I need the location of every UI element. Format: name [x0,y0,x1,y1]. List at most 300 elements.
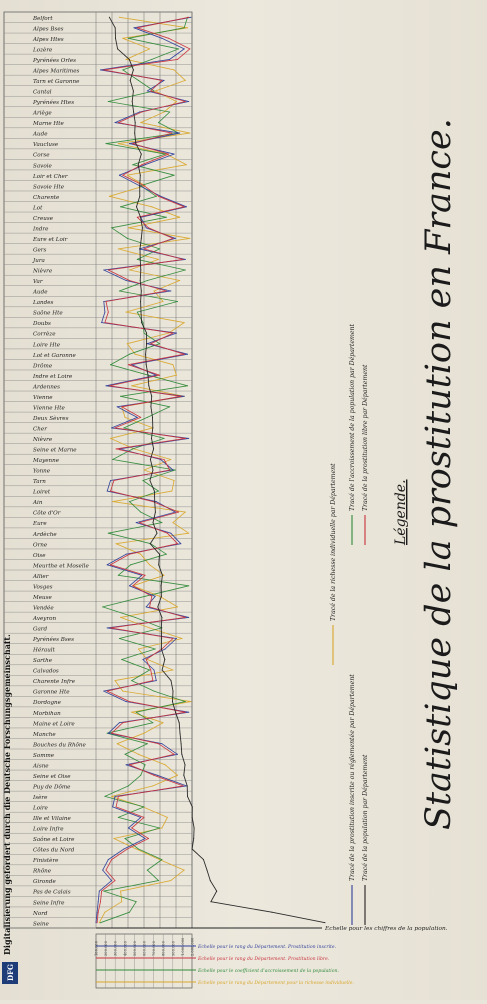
series-point [135,617,136,618]
series-point [158,564,159,565]
series-point [129,270,130,271]
series-point [164,438,165,439]
series-point [99,891,100,892]
series-point [120,206,121,207]
series-point [187,785,188,786]
series-point [175,712,176,713]
category-label: Alpes Maritimes [33,68,80,75]
series-point [127,343,128,344]
series-point [179,133,180,134]
series-point [138,754,139,755]
series-point [174,754,175,755]
series-point [184,322,185,323]
series-point [123,427,124,428]
series-point [127,238,128,239]
series-point [154,670,155,671]
series-point [169,59,170,60]
series-point [188,17,189,18]
series-point [106,385,107,386]
series-point [158,122,159,123]
series-point [164,575,165,576]
series-point [178,512,179,513]
series-point [136,849,137,850]
series-point [161,522,162,523]
series-point [101,322,102,323]
series-point [110,438,111,439]
series-point [188,712,189,713]
series-point [164,459,165,460]
series-point [135,122,136,123]
series-point [171,491,172,492]
series-point [161,828,162,829]
series-point [110,491,111,492]
category-label: Ardèche [33,531,57,538]
series-point [179,217,180,218]
category-label: Vaucluse [33,142,59,149]
series-point [144,806,145,807]
scale-caption: Echelle pour le rang du Département. Prostitution inscrite. [198,945,337,950]
series-point [139,522,140,523]
category-label: Côte d'Or [33,510,61,517]
series-point [106,301,107,302]
category-label: Allier [33,573,49,580]
series-point [151,59,152,60]
series-point [187,27,188,28]
category-label: Manche [33,731,56,738]
dfg-logo [2,962,18,984]
series-point [183,785,184,786]
series-point [140,270,141,271]
series-point [144,470,145,471]
series-point [189,238,190,239]
series-point [100,69,101,70]
series-point [115,427,116,428]
category-label: Hérault [33,647,55,654]
series-point [136,522,137,523]
series-point [110,480,111,481]
series-point [159,554,160,555]
series-point [126,59,127,60]
scale-caption: Echelle pour le coefficient d'accroissement de la population. [198,969,339,974]
series-point [110,364,111,365]
series-point [136,901,137,902]
series-point [158,196,159,197]
category-label: Finistère [33,858,59,865]
series-point [147,743,148,744]
series-point [119,17,120,18]
series-point [187,796,188,797]
series-point [169,406,170,407]
category-label: Vendée [33,605,54,612]
series-point [130,564,131,565]
series-point [132,143,133,144]
scale-caption: Echelle pour le rang du Département. Prostitution libre. [198,957,330,962]
category-label: Belfort [33,15,53,22]
series-point [181,754,182,755]
series-point [108,733,109,734]
category-label: Creuse [33,215,54,222]
series-point [164,659,165,660]
series-point [127,175,128,176]
series-point [149,480,150,481]
series-point [187,354,188,355]
series-point [133,91,134,92]
series-point [172,701,173,702]
series-point [189,48,190,49]
category-label: Lozère [33,47,53,54]
series-point [133,69,134,70]
category-label: Maine et Loire [33,721,75,728]
series-point [104,312,105,313]
series-point [119,291,120,292]
series-point [119,638,120,639]
series-point [113,838,114,839]
category-label: Seine et Oise [33,773,71,780]
series-point [207,870,208,871]
category-label: Vienne Hte [33,405,65,412]
series-point [133,112,134,113]
series-point [108,533,109,534]
series-point [325,922,326,923]
series-point [161,649,162,650]
series-point [186,164,187,165]
series-point [108,312,109,313]
series-point [170,459,171,460]
series-point [106,870,107,871]
series-point [170,291,171,292]
series-point [147,280,148,281]
series-point [129,585,130,586]
series-point [184,48,185,49]
series-point [136,712,137,713]
series-point [134,133,135,134]
series-point [99,922,100,923]
series-point [126,554,127,555]
series-point [177,301,178,302]
series-point [122,691,123,692]
series-point [173,470,174,471]
series-point [129,59,130,60]
series-point [109,17,110,18]
series-point [161,38,162,39]
series-point [146,333,147,334]
series-point [161,859,162,860]
series-point [163,722,164,723]
series-point [140,512,141,513]
series-point [140,175,141,176]
series-point [137,259,138,260]
series-point [122,175,123,176]
series-point [152,785,153,786]
series-point [180,543,181,544]
category-label: Corse [33,152,50,159]
series-point [145,838,146,839]
category-label: Savoie Hte [33,184,65,191]
category-label: Indre [33,226,49,233]
series-point [185,259,186,260]
category-label: Saône et Loire [33,837,75,844]
series-point [165,764,166,765]
scale-tick-label: 600.000 [142,941,147,956]
series-point [130,80,131,81]
series-point [129,764,130,765]
series-point [150,670,151,671]
series-point [140,301,141,302]
series-point [141,575,142,576]
series-point [193,838,194,839]
digitization-credit: Digitalisierung gefördert durch die Deutsche Forschungsgemeinschaft. [2,634,12,955]
series-point [159,828,160,829]
category-label: Pyrénées Orles [33,57,77,64]
category-label: Charente Infre [33,679,76,686]
series-point [173,670,174,671]
category-label: Oise [33,552,46,559]
series-point [183,775,184,776]
series-point [146,606,147,607]
category-label: Rhône [33,868,52,875]
series-point [167,817,168,818]
category-label: Gard [33,626,48,633]
series-point [121,406,122,407]
category-label: Cher [33,426,47,433]
series-point [175,238,176,239]
category-label: Savoie [33,163,52,170]
series-point [184,354,185,355]
series-point [123,849,124,850]
category-label: Cantal [33,89,52,96]
series-point [125,417,126,418]
series-point [190,701,191,702]
series-point [151,438,152,439]
series-point [98,912,99,913]
category-label: Seine et Marne [33,447,77,454]
series-point [153,448,154,449]
series-point [119,175,120,176]
category-label: Garonne Hte [33,689,70,696]
series-point [146,659,147,660]
series-point [132,164,133,165]
series-point [111,733,112,734]
series-point [122,69,123,70]
series-point [139,196,140,197]
series-point [142,322,143,323]
series-point [147,417,148,418]
series-point [98,901,99,902]
scale-tick-label: 100.000 [94,941,99,956]
series-point [138,849,139,850]
series-point [142,659,143,660]
series-point [161,638,162,639]
series-point [126,764,127,765]
category-label: Orne [33,542,48,549]
series-point [216,891,217,892]
series-point [111,227,112,228]
series-point [125,754,126,755]
series-point [152,417,153,418]
series-point [137,27,138,28]
series-point [169,112,170,113]
category-label: Sarthe [33,658,53,665]
series-point [168,154,169,155]
category-label: Gers [33,247,47,254]
series-point [146,343,147,344]
series-point [144,817,145,818]
category-label: Var [33,279,43,286]
series-point [174,154,175,155]
category-label: Alpes Htes [33,36,64,43]
category-label: Deux Sèvres [33,415,69,422]
category-label: Charente [33,194,60,201]
legend-label: Tracé de l'accroissement de la population par Département [349,323,356,511]
series-point [119,722,120,723]
series-point [104,912,105,913]
series-point [141,322,142,323]
series-point [171,680,172,681]
series-point [157,775,158,776]
category-label: Gironde [33,879,56,886]
scale-caption: Echelle pour le rang du Département pour la richesse individuelle. [198,981,354,986]
series-point [141,154,142,155]
series-point [157,533,158,534]
scale-tick-label: 400.000 [123,941,128,956]
series-point [108,859,109,860]
category-label: Seine [33,921,49,928]
series-point [152,501,153,502]
category-label: Seine Infre [33,900,65,907]
series-point [161,80,162,81]
series-point [127,849,128,850]
series-point [176,375,177,376]
series-point [128,364,129,365]
series-point [173,522,174,523]
series-point [112,806,113,807]
series-point [180,396,181,397]
series-point [137,217,138,218]
series-point [152,680,153,681]
series-point [109,385,110,386]
category-label: Mayenne [33,458,60,465]
series-point [141,312,142,313]
series-point [159,859,160,860]
scale-tick-label: 800.000 [161,941,166,956]
series-point [104,796,105,797]
series-point [154,691,155,692]
series-point [149,627,150,628]
category-label: Loire Infre [33,826,64,833]
series-point [155,649,156,650]
series-point [154,91,155,92]
series-point [103,270,104,271]
series-point [162,575,163,576]
series-point [165,649,166,650]
category-label: Calvados [33,668,59,675]
series-point [184,206,185,207]
series-point [173,333,174,334]
series-point [176,333,177,334]
series-point [185,712,186,713]
series-point [173,638,174,639]
category-label: Tarn et Garonne [33,79,80,86]
series-point [116,806,117,807]
series-point [184,870,185,871]
series-point [148,375,149,376]
series-point [138,164,139,165]
series-point [188,101,189,102]
series-point [150,543,151,544]
legend-label: Tracé de la richesse individuelle par Département [330,463,337,621]
series-point [154,501,155,502]
series-point [157,606,158,607]
series-point [169,470,170,471]
series-point [154,775,155,776]
series-point [118,817,119,818]
series-point [151,206,152,207]
series-point [210,880,211,881]
series-point [129,912,130,913]
series-point [185,701,186,702]
series-point [149,48,150,49]
series-point [158,880,159,881]
series-point [164,80,165,81]
series-point [135,143,136,144]
series-point [184,27,185,28]
series-point [117,406,118,407]
series-point [101,891,102,892]
series-point [186,206,187,207]
series-point [107,627,108,628]
series-point [167,533,168,534]
series-point [155,512,156,513]
category-label: Doubs [33,321,51,328]
series-point [159,343,160,344]
series-point [132,448,133,449]
series-point [132,101,133,102]
series-point [116,543,117,544]
category-label: Loir et Cher [33,173,68,180]
series-point [148,838,149,839]
series-point [203,859,204,860]
series-point [120,891,121,892]
category-label: Puy de Dôme [33,784,71,791]
series-point [156,680,157,681]
series-point [162,670,163,671]
category-label: Tarn [33,479,46,486]
category-label: Ariège [33,110,52,117]
category-label: Nièvre [33,437,53,444]
series-point [141,238,142,239]
series-point [111,427,112,428]
series-point [174,175,175,176]
category-label: Bouches du Rhône [33,742,86,749]
series-point [144,733,145,734]
series-point [131,385,132,386]
category-label: Aisne [33,763,49,770]
series-point [158,259,159,260]
series-point [168,38,169,39]
series-point [103,301,104,302]
svg-text:DFG: DFG [6,963,15,981]
series-point [165,154,166,155]
chart-title: Statistique de la prostitution en France. [419,118,459,830]
series-point [140,217,141,218]
series-point [159,596,160,597]
series-point [107,691,108,692]
category-label: Aude [33,131,48,138]
series-point [174,480,175,481]
series-point [144,333,145,334]
series-point [121,659,122,660]
series-point [141,291,142,292]
